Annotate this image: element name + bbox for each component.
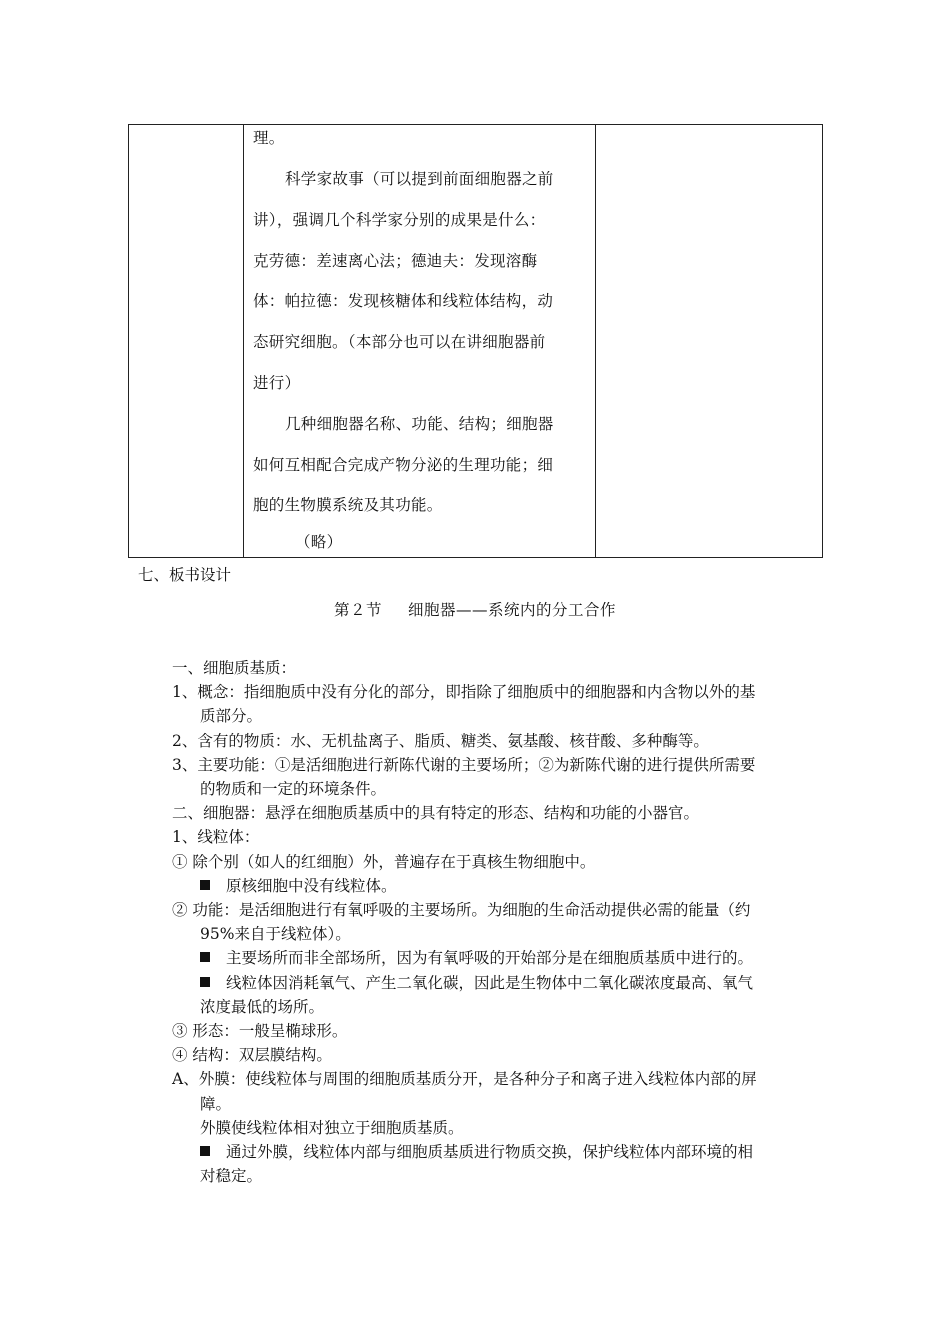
table-line: 讲），强调几个科学家分别的成果是什么： bbox=[253, 210, 546, 229]
heading-cytoplasm-matrix: 一、细胞质基质： bbox=[172, 659, 297, 677]
table-column-divider bbox=[595, 125, 596, 557]
bullet-item-continued: 浓度最低的场所。 bbox=[200, 997, 325, 1016]
table-line: 体：帕拉德：发现核糖体和线粒体结构，动 bbox=[253, 292, 554, 311]
table-line: （略） bbox=[295, 533, 343, 552]
table-line: 态研究细胞。（本部分也可以在讲细胞器前 bbox=[253, 333, 546, 352]
paragraph: 外膜使线粒体相对独立于细胞质基质。 bbox=[200, 1118, 464, 1137]
subheading-mitochondria: 1、线粒体： bbox=[172, 828, 260, 847]
list-item: ③ 形态：一般呈椭球形。 bbox=[172, 1022, 348, 1041]
table-line: 科学家故事（可以提到前面细胞器之前 bbox=[285, 170, 554, 188]
list-item-continued: 质部分。 bbox=[200, 707, 263, 726]
list-item: 3、主要功能：①是活细胞进行新陈代谢的主要场所；②为新陈代谢的进行提供所需要 bbox=[172, 755, 756, 774]
square-bullet-icon bbox=[200, 1146, 210, 1156]
heading-organelles: 二、细胞器：悬浮在细胞质基质中的具有特定的形态、结构和功能的小器官。 bbox=[172, 804, 700, 823]
list-item-continued: 障。 bbox=[200, 1094, 232, 1113]
square-bullet-icon bbox=[200, 977, 210, 987]
page-title bbox=[0, 598, 950, 620]
square-bullet-icon bbox=[200, 880, 210, 890]
bullet-text: 主要场所而非全部场所，因为有氧呼吸的开始部分是在细胞质基质中进行的。 bbox=[226, 949, 754, 968]
title-section-number: 第２节 bbox=[333, 601, 382, 619]
bullet-item bbox=[172, 946, 818, 970]
list-item: ① 除个别（如人的红细胞）外，普遍存在于真核生物细胞中。 bbox=[172, 852, 596, 871]
list-item: A、外膜：使线粒体与周围的细胞质基质分开，是各种分子和离子进入线粒体内部的屏 bbox=[172, 1070, 757, 1089]
title-text: 细胞器——系统内的分工合作 bbox=[408, 601, 617, 619]
table-line: 理。 bbox=[253, 129, 285, 147]
lesson-table bbox=[128, 124, 823, 558]
list-item: 2、含有的物质：水、无机盐离子、脂质、糖类、氨基酸、核苷酸、多种酶等。 bbox=[172, 731, 709, 750]
list-item: ④ 结构：双层膜结构。 bbox=[172, 1046, 332, 1065]
bullet-text: 通过外膜，线粒体内部与细胞质基质进行物质交换，保护线粒体内部环境的相 bbox=[226, 1143, 754, 1162]
section-heading: 七、板书设计 bbox=[138, 566, 232, 584]
list-item-continued: 的物质和一定的环境条件。 bbox=[200, 780, 387, 799]
bullet-item bbox=[172, 971, 818, 995]
table-cell-content bbox=[253, 125, 588, 558]
list-item: ② 功能：是活细胞进行有氧呼吸的主要场所。为细胞的生命活动提供必需的能量（约 bbox=[172, 901, 751, 920]
table-column-divider bbox=[243, 125, 244, 557]
list-item: 1、概念：指细胞质中没有分化的部分，即指除了细胞质中的细胞器和内含物以外的基 bbox=[172, 683, 756, 702]
bullet-item bbox=[172, 874, 818, 898]
table-line: 进行） bbox=[253, 373, 301, 392]
table-line: 如何互相配合完成产物分泌的生理功能；细 bbox=[253, 455, 554, 474]
outline-body bbox=[172, 656, 818, 1188]
table-line: 克劳德：差速离心法；德迪夫：发现溶酶 bbox=[253, 251, 538, 270]
table-line: 胞的生物膜系统及其功能。 bbox=[253, 496, 443, 515]
table-line: 几种细胞器名称、功能、结构；细胞器 bbox=[285, 414, 554, 433]
square-bullet-icon bbox=[200, 952, 210, 962]
bullet-item bbox=[172, 1140, 818, 1164]
list-item-continued: 95%来自于线粒体）。 bbox=[200, 925, 351, 944]
bullet-text: 原核细胞中没有线粒体。 bbox=[226, 876, 397, 895]
bullet-item-continued: 对稳定。 bbox=[200, 1167, 263, 1186]
bullet-text: 线粒体因消耗氧气、产生二氧化碳，因此是生物体中二氧化碳浓度最高、氧气 bbox=[226, 973, 754, 992]
